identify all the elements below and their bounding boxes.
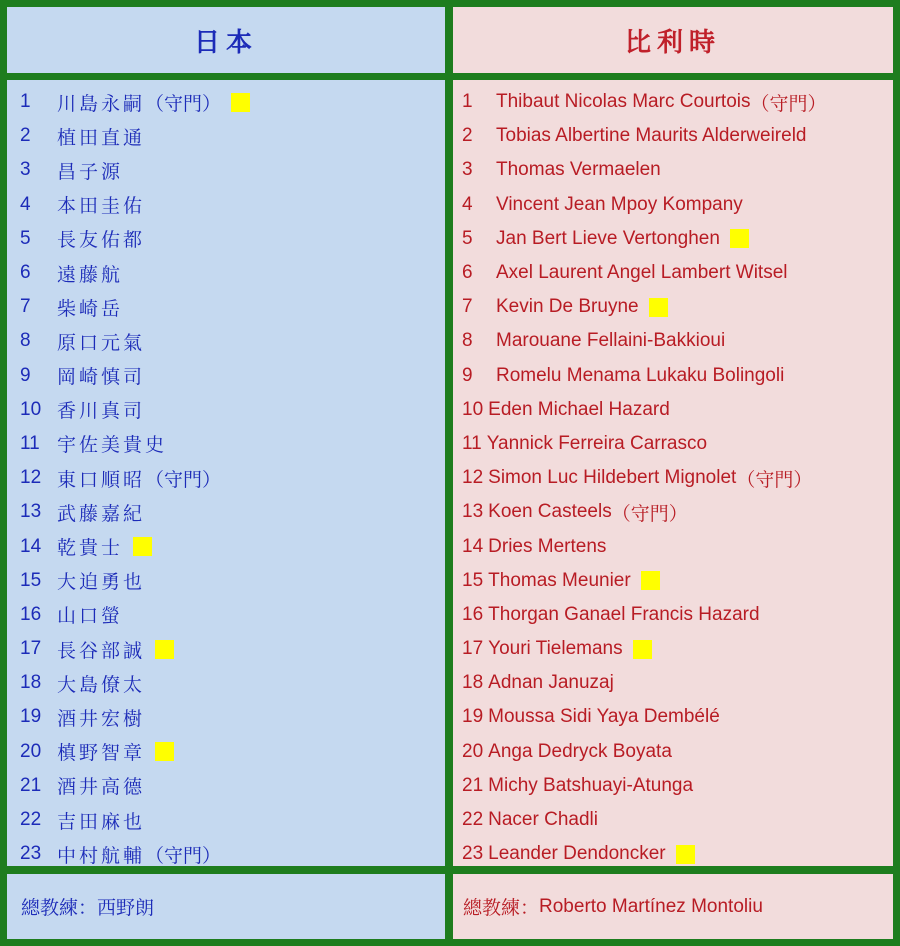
player-number: 2: [20, 125, 31, 147]
yellow-marker: [649, 298, 668, 317]
player-number: 10: [20, 398, 42, 420]
player-row: [7, 153, 445, 187]
player-name: Youri Tielemans: [488, 638, 623, 660]
player-number: 8: [20, 330, 31, 352]
player-name: 山口螢: [57, 605, 124, 628]
player-row: [7, 461, 445, 495]
player-name: 長友佑都: [57, 229, 146, 252]
yellow-marker: [730, 229, 749, 248]
player-name: 植田直通: [57, 126, 146, 149]
player-name: 遠藤航: [57, 263, 124, 286]
player-name: Thomas Vermaelen: [496, 159, 661, 181]
player-name: Moussa Sidi Yaya Dembélé: [488, 706, 720, 728]
player-number: 22: [462, 809, 484, 831]
player-row: [7, 324, 445, 358]
player-number: 4: [20, 193, 31, 215]
player-name: 柴崎岳: [57, 297, 124, 320]
player-number: 23: [20, 843, 42, 865]
player-name: 酒井高德: [57, 776, 146, 799]
player-row: [7, 427, 445, 461]
player-row: [7, 666, 445, 700]
player-number: 20: [20, 740, 42, 762]
belgium-coach: [453, 874, 893, 939]
player-number: 17: [462, 638, 484, 660]
player-number: 14: [20, 535, 42, 557]
player-row: [7, 290, 445, 324]
player-number: 18: [462, 672, 484, 694]
player-name: 槙野智章: [57, 742, 146, 765]
player-row: [453, 769, 893, 803]
player-name: Marouane Fellaini-Bakkioui: [496, 330, 726, 352]
player-row: [7, 564, 445, 598]
goalkeeper-note: （守門）: [145, 468, 222, 491]
player-name: Thibaut Nicolas Marc Courtois: [496, 91, 751, 113]
player-number: 1: [462, 91, 473, 113]
player-number: 21: [462, 774, 484, 796]
goalkeeper-note: （守門）: [750, 92, 827, 115]
player-name: 香川真司: [57, 400, 146, 423]
yellow-marker: [641, 571, 660, 590]
player-number: 16: [20, 603, 42, 625]
player-name: Vincent Jean Mpoy Kompany: [496, 193, 743, 215]
japan-header: [7, 7, 445, 73]
yellow-marker: [676, 845, 695, 864]
player-name: Axel Laurent Angel Lambert Witsel: [496, 262, 788, 284]
player-row: [7, 119, 445, 153]
player-number: 2: [462, 125, 473, 147]
belgium-header: [453, 7, 893, 73]
player-name: Kevin De Bruyne: [496, 296, 639, 318]
belgium-header-title: 比利時: [624, 27, 721, 58]
player-name: Yannick Ferreira Carrasco: [486, 432, 708, 454]
player-row: [453, 324, 893, 358]
player-row: [453, 188, 893, 222]
player-name: Leander Dendoncker: [488, 843, 666, 865]
player-name: 岡崎慎司: [57, 366, 146, 389]
yellow-marker: [633, 640, 652, 659]
player-number: 7: [20, 296, 31, 318]
player-row: [7, 222, 445, 256]
player-number: 16: [462, 603, 484, 625]
japan-coach: [7, 874, 445, 939]
player-row: [7, 188, 445, 222]
player-number: 5: [462, 227, 473, 249]
player-number: 5: [20, 227, 31, 249]
player-number: 7: [462, 296, 473, 318]
player-row: [7, 735, 445, 769]
belgium-player-list: [453, 80, 893, 866]
player-number: 19: [20, 706, 42, 728]
player-row: [453, 153, 893, 187]
player-number: 12: [20, 467, 42, 489]
player-name: Nacer Chadli: [488, 809, 598, 831]
player-name: Dries Mertens: [488, 535, 607, 557]
player-name: Eden Michael Hazard: [488, 398, 670, 420]
player-row: [453, 564, 893, 598]
player-name: Thomas Meunier: [488, 569, 631, 591]
player-row: [453, 666, 893, 700]
player-name: Simon Luc Hildebert Mignolet: [488, 467, 737, 489]
player-row: [453, 837, 893, 871]
player-row: [453, 427, 893, 461]
player-number: 3: [462, 159, 473, 181]
player-name: 原口元氣: [57, 331, 146, 354]
japan-coach-label: 總教練：: [21, 897, 98, 919]
goalkeeper-note: （守門）: [145, 92, 222, 115]
player-name: 大迫勇也: [57, 571, 146, 594]
player-number: 17: [20, 638, 42, 660]
player-number: 18: [20, 672, 42, 694]
player-row: [453, 256, 893, 290]
japan-coach-name: 西野朗: [97, 897, 155, 919]
player-row: [453, 85, 893, 119]
player-name: 酒井宏樹: [57, 707, 146, 730]
player-name: Michy Batshuayi-Atunga: [488, 774, 694, 796]
player-name: Jan Bert Lieve Vertonghen: [496, 227, 720, 249]
yellow-marker: [155, 742, 174, 761]
player-row: [7, 256, 445, 290]
player-row: [7, 393, 445, 427]
player-row: [453, 119, 893, 153]
player-row: [453, 290, 893, 324]
player-row: [453, 632, 893, 666]
player-number: 9: [462, 364, 473, 386]
player-name: 吉田麻也: [57, 810, 146, 833]
player-number: 13: [20, 501, 42, 523]
player-name: Thorgan Ganael Francis Hazard: [488, 603, 760, 625]
player-number: 8: [462, 330, 473, 352]
player-number: 13: [462, 501, 484, 523]
player-name: Romelu Menama Lukaku Bolingoli: [496, 364, 785, 386]
player-number: 14: [462, 535, 484, 557]
yellow-marker: [155, 640, 174, 659]
player-row: [7, 837, 445, 871]
player-name: Anga Dedryck Boyata: [488, 740, 672, 762]
goalkeeper-note: （守門）: [736, 468, 813, 491]
player-row: [7, 359, 445, 393]
japan-header-title: 日本: [193, 27, 258, 58]
goalkeeper-note: （守門）: [611, 502, 688, 525]
player-row: [453, 222, 893, 256]
player-number: 3: [20, 159, 31, 181]
player-name: 宇佐美貴史: [57, 434, 168, 457]
player-row: [453, 461, 893, 495]
player-number: 23: [462, 843, 484, 865]
player-name: 長谷部誠: [57, 639, 146, 662]
player-number: 19: [462, 706, 484, 728]
player-number: 20: [462, 740, 484, 762]
player-number: 6: [20, 262, 31, 284]
player-row: [453, 529, 893, 563]
player-number: 4: [462, 193, 473, 215]
belgium-coach-label: 總教練：: [463, 897, 540, 919]
player-name: Adnan Januzaj: [488, 672, 614, 694]
player-number: 6: [462, 262, 473, 284]
player-number: 10: [462, 398, 484, 420]
player-row: [453, 598, 893, 632]
player-number: 12: [462, 467, 484, 489]
yellow-marker: [133, 537, 152, 556]
player-name: 中村航輔: [57, 844, 146, 867]
player-number: 15: [20, 569, 42, 591]
player-number: 1: [20, 91, 31, 113]
yellow-marker: [231, 93, 250, 112]
player-row: [7, 529, 445, 563]
player-row: [453, 359, 893, 393]
player-name: 本田圭佑: [57, 195, 146, 218]
player-number: 15: [462, 569, 484, 591]
player-name: 乾貴士: [57, 537, 124, 560]
player-name: 東口順昭: [57, 468, 146, 491]
player-number: 21: [20, 774, 42, 796]
player-row: [453, 735, 893, 769]
player-row: [453, 803, 893, 837]
japan-player-list: [7, 80, 445, 866]
player-name: Tobias Albertine Maurits Alderweireld: [496, 125, 807, 147]
player-row: [7, 769, 445, 803]
player-row: [7, 598, 445, 632]
player-row: [453, 393, 893, 427]
player-name: 川島永嗣: [57, 92, 146, 115]
player-row: [7, 700, 445, 734]
player-name: 大島僚太: [57, 673, 146, 696]
player-row: [453, 700, 893, 734]
player-row: [7, 85, 445, 119]
belgium-coach-name: Roberto Martínez Montoliu: [539, 895, 763, 917]
player-number: 9: [20, 364, 31, 386]
player-number: 11: [20, 432, 40, 454]
goalkeeper-note: （守門）: [145, 844, 222, 867]
player-row: [453, 495, 893, 529]
player-name: 武藤嘉紀: [57, 502, 146, 525]
player-row: [7, 803, 445, 837]
player-row: [7, 632, 445, 666]
player-name: 昌子源: [57, 160, 124, 183]
player-number: 22: [20, 809, 42, 831]
player-number: 11: [462, 432, 482, 454]
player-row: [7, 495, 445, 529]
player-name: Koen Casteels: [488, 501, 612, 523]
